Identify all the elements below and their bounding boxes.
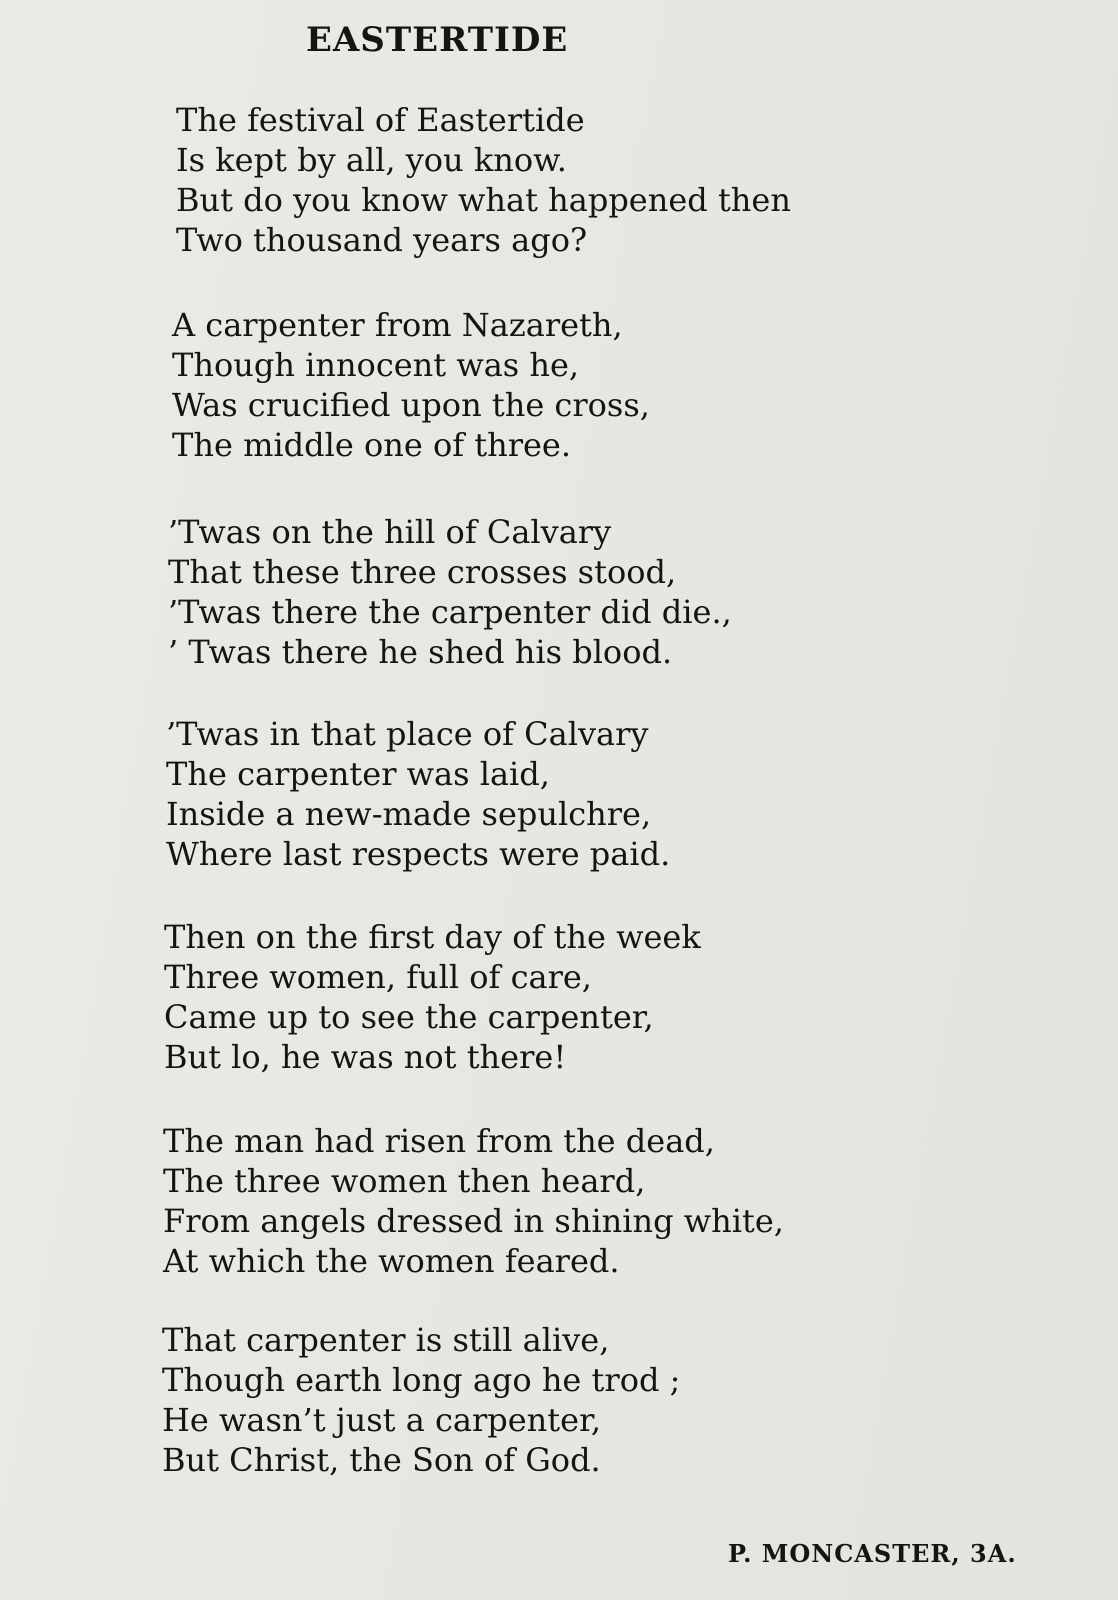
poem-line: The carpenter was laid, — [166, 755, 550, 793]
poem-line: The three women then heard, — [163, 1162, 646, 1200]
stanza-4 — [166, 714, 670, 874]
poem-line: Came up to see the carpenter, — [164, 998, 654, 1036]
author-signature: P. MONCASTER, 3A. — [728, 1539, 1017, 1568]
poem-line: Is kept by all, you know. — [176, 141, 567, 179]
poem-line: Two thousand years ago? — [176, 221, 588, 259]
poem-line: ’Twas on the hill of Calvary — [168, 513, 612, 551]
poem-title: EASTERTIDE — [306, 20, 569, 60]
poem-line: Though innocent was he, — [172, 346, 580, 384]
poem-line: ’ Twas there he shed his blood. — [168, 633, 673, 671]
poem-line: Inside a new-made sepulchre, — [166, 795, 652, 833]
stanza-2 — [172, 305, 650, 465]
stanza-5 — [164, 917, 701, 1077]
stanza-6 — [163, 1121, 784, 1281]
poem-line: Where last respects were paid. — [166, 835, 671, 873]
poem-line: ’Twas there the carpenter did die., — [168, 593, 732, 631]
poem-line: That these three crosses stood, — [168, 553, 677, 591]
poem-line: Three women, full of care, — [164, 958, 592, 996]
poem-line: He wasn’t just a carpenter, — [162, 1401, 602, 1439]
stanza-3 — [168, 512, 732, 672]
poem-line: The festival of Eastertide — [176, 101, 585, 139]
stanza-7 — [162, 1320, 680, 1480]
poem-line: ’Twas in that place of Calvary — [166, 715, 649, 753]
poem-line: Though earth long ago he trod ; — [162, 1361, 681, 1399]
poem-line: At which the women feared. — [163, 1242, 620, 1280]
poem-line: But lo, he was not there! — [164, 1038, 567, 1076]
poem-line: That carpenter is still alive, — [162, 1321, 610, 1359]
poem-line: But Christ, the Son of God. — [162, 1441, 601, 1479]
poem-line: The middle one of three. — [172, 426, 572, 464]
poem-line: But do you know what happened then — [176, 181, 791, 219]
poem-line: The man had risen from the dead, — [163, 1122, 715, 1160]
poem-line: Then on the first day of the week — [164, 918, 701, 956]
stanza-1 — [176, 100, 791, 260]
poem-line: From angels dressed in shining white, — [163, 1202, 784, 1240]
poem-line: A carpenter from Nazareth, — [172, 306, 623, 344]
poem-line: Was crucified upon the cross, — [172, 386, 650, 424]
